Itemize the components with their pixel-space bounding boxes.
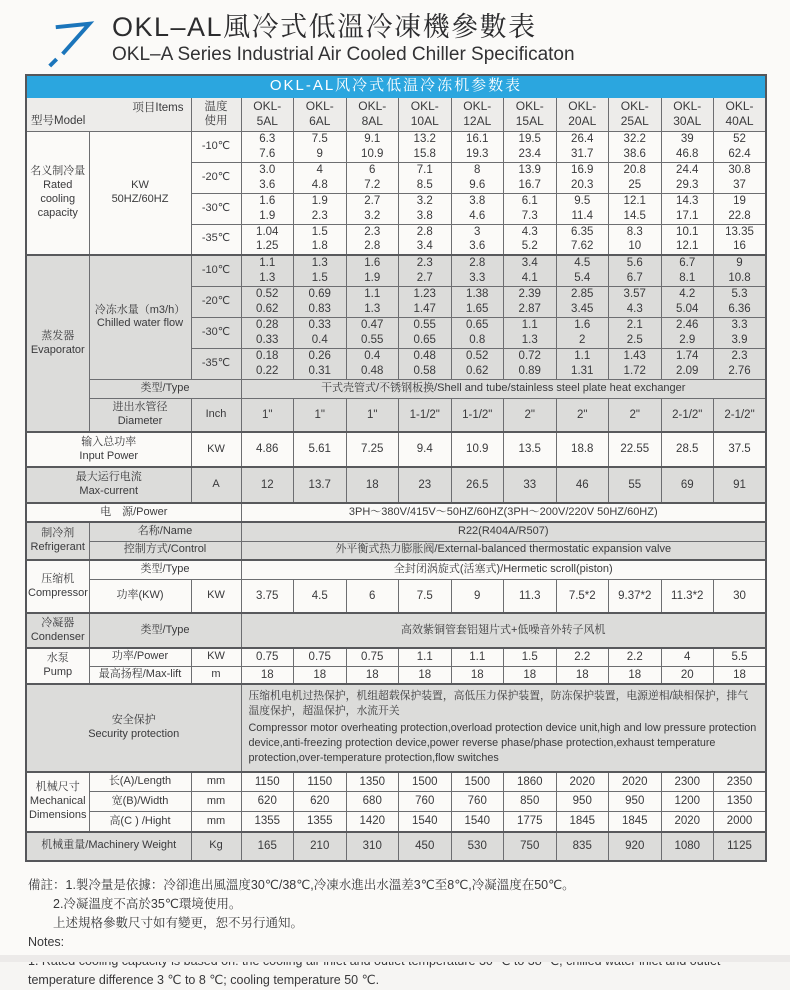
value-cell: 37.5 [714, 432, 767, 467]
value-cell: 750 [504, 832, 557, 861]
value-cell: 91 [714, 467, 767, 503]
value-cell: 0.28 0.33 [241, 317, 294, 348]
value-cell: 1.1 1.31 [556, 348, 609, 379]
items-label: 项目Items [132, 101, 184, 114]
page-bottom-strip [0, 955, 790, 962]
value-cell: 7.5*2 [556, 579, 609, 613]
value-cell: 13.2 15.8 [399, 131, 452, 162]
weight-label: 机械重量/Machinery Weight [26, 832, 191, 861]
value-cell: 9 10.8 [714, 255, 767, 286]
value-cell: 0.65 0.8 [451, 317, 504, 348]
value-cell: OKL- 30AL [661, 97, 714, 131]
value-cell: 1.38 1.65 [451, 286, 504, 317]
temp-usage-header-cell: 温度 使用 [191, 97, 241, 131]
value-cell: 2-1/2" [661, 398, 714, 432]
value-cell: 3.4 4.1 [504, 255, 557, 286]
value-cell: 18 [556, 666, 609, 684]
value-cell: 1845 [609, 812, 662, 832]
value-cell: 4 [661, 648, 714, 666]
value-cell: 0.4 0.48 [346, 348, 399, 379]
value-cell: 28.5 [661, 432, 714, 467]
compressor-power-unit: KW [191, 579, 241, 613]
value-cell: 1.9 2.3 [294, 193, 347, 224]
rated-unit-label: KW 50HZ/60HZ [89, 131, 191, 255]
value-cell: 0.72 0.89 [504, 348, 557, 379]
value-cell: 1355 [241, 812, 294, 832]
value-cell: 210 [294, 832, 347, 861]
diameter-label: 进出水管径 Diameter [89, 398, 191, 432]
value-cell: 850 [504, 792, 557, 812]
value-cell: 6.35 7.62 [556, 224, 609, 255]
dimensions-section-label: 机械尺寸 Mechanical Dimensions [26, 772, 89, 832]
value-cell: 7.5 [399, 579, 452, 613]
max-current-unit: A [191, 467, 241, 503]
value-cell: 2350 [714, 772, 767, 792]
value-cell: 19.5 23.4 [504, 131, 557, 162]
value-cell: 18 [294, 666, 347, 684]
value-cell: 1.1 1.3 [346, 286, 399, 317]
value-cell: 1.3 1.5 [294, 255, 347, 286]
power-supply-row [26, 503, 766, 522]
value-cell: 2000 [714, 812, 767, 832]
value-cell: 4.5 5.4 [556, 255, 609, 286]
weight-unit: Kg [191, 832, 241, 861]
value-cell: 2.8 3.4 [399, 224, 452, 255]
value-cell: 3.57 4.3 [609, 286, 662, 317]
model-items-diagonal-cell [26, 97, 191, 131]
value-cell: 19 22.8 [714, 193, 767, 224]
value-cell: 23 [399, 467, 452, 503]
temp-cell: -10℃ [191, 131, 241, 162]
evap-type-row [26, 379, 766, 398]
max-current-label: 最大运行电流 Max-current [26, 467, 191, 503]
value-cell: 2" [504, 398, 557, 432]
value-cell: OKL- 20AL [556, 97, 609, 131]
value-cell: 2.85 3.45 [556, 286, 609, 317]
refrigerant-control-label: 控制方式/Control [89, 541, 241, 560]
rated-row-10 [26, 131, 766, 162]
note-line: 上述規格參數尺寸如有變更，恕不另行通知。 [28, 915, 304, 930]
temp-cell: -35℃ [191, 224, 241, 255]
spec-table [25, 74, 767, 862]
value-cell: 0.48 0.58 [399, 348, 452, 379]
value-cell: 1" [346, 398, 399, 432]
value-cell: 20.8 25 [609, 162, 662, 193]
value-cell: 7.1 8.5 [399, 162, 452, 193]
value-cell: 30.8 37 [714, 162, 767, 193]
compressor-power-label: 功率(KW) [89, 579, 191, 613]
pump-power-unit: KW [191, 648, 241, 666]
dimension-length-row [26, 772, 766, 792]
value-cell: 9 [451, 579, 504, 613]
compressor-type-value: 全封闭涡旋式(活塞式)/Hermetic scroll(piston) [241, 560, 766, 579]
table-title: OKL-AL风冷式低温冷冻机参数表 [26, 75, 766, 97]
value-cell: 0.18 0.22 [241, 348, 294, 379]
diameter-row [26, 398, 766, 432]
length-label: 长(A)/Length [89, 772, 191, 792]
value-cell: 1200 [661, 792, 714, 812]
input-power-label: 输入总功率 Input Power [26, 432, 191, 467]
value-cell: 1350 [714, 792, 767, 812]
value-cell: 6 7.2 [346, 162, 399, 193]
value-cell: 24.4 29.3 [661, 162, 714, 193]
evap-type-value: 干式壳管式/不锈钢板换/Shell and tube/stainless steel plate heat exchanger [241, 379, 766, 398]
note-line: temperature difference 3 ℃ to 8 ℃; cooling temperature 50 ℃. [28, 972, 380, 987]
pump-lift-label: 最高扬程/Max-lift [89, 666, 191, 684]
value-cell: 2.8 3.3 [451, 255, 504, 286]
value-cell: 950 [609, 792, 662, 812]
temp-cell: -20℃ [191, 162, 241, 193]
note-line: 備註：1.製冷量是依據：冷卻進出風溫度30℃/38℃,冷凍水進出水溫差3℃至8℃,冷凝溫度在50℃。 [28, 877, 575, 892]
security-text: 压缩机电机过热保护，机组超载保护装置，高低压力保护装置，防冻保护装置，电源逆相/缺相保护，排气温度保护，超温保护，水流开关 Compressor motor overheating protection,overload protection device unit,high and low pressure protection device,anti-freezing protection device,power reverse phase/phase protection,exhaust temperature protection,over-temperature protection,flow switches [241, 684, 766, 772]
value-cell: 1.04 1.25 [241, 224, 294, 255]
value-cell: 69 [661, 467, 714, 503]
length-unit: mm [191, 772, 241, 792]
value-cell: OKL- 8AL [346, 97, 399, 131]
value-cell: 0.69 0.83 [294, 286, 347, 317]
evaporator-section-label: 蒸发器 Evaporator [26, 255, 89, 432]
value-cell: 6.1 7.3 [504, 193, 557, 224]
value-cell: 1845 [556, 812, 609, 832]
value-cell: 0.55 0.65 [399, 317, 452, 348]
value-cell: 2020 [556, 772, 609, 792]
value-cell: 1420 [346, 812, 399, 832]
value-cell: 2.3 2.7 [399, 255, 452, 286]
height-unit: mm [191, 812, 241, 832]
value-cell: 1" [294, 398, 347, 432]
value-cell: OKL- 10AL [399, 97, 452, 131]
value-cell: 3.8 4.6 [451, 193, 504, 224]
value-cell: 5.6 6.7 [609, 255, 662, 286]
value-cell: 1.1 [399, 648, 452, 666]
value-cell: 9.5 11.4 [556, 193, 609, 224]
value-cell: 1.6 1.9 [241, 193, 294, 224]
value-cell: 52 62.4 [714, 131, 767, 162]
compressor-type-row [26, 560, 766, 579]
value-cell: 9.1 10.9 [346, 131, 399, 162]
compressor-type-label: 类型/Type [89, 560, 241, 579]
value-cell: 2.2 [556, 648, 609, 666]
max-current-row [26, 467, 766, 503]
value-cell: OKL- 12AL [451, 97, 504, 131]
value-cell: 3.0 3.6 [241, 162, 294, 193]
power-supply-value: 3PH～380V/415V～50HZ/60HZ(3PH～200V/220V 50HZ/60HZ) [241, 503, 766, 522]
value-cell: 1355 [294, 812, 347, 832]
width-unit: mm [191, 792, 241, 812]
refrigerant-control-row [26, 541, 766, 560]
dimension-width-row [26, 792, 766, 812]
value-cell: OKL- 40AL [714, 97, 767, 131]
value-cell: 1350 [346, 772, 399, 792]
temp-cell: -20℃ [191, 286, 241, 317]
rated-section-label: 名义制冷量 Rated cooling capacity [26, 131, 89, 255]
value-cell: 18 [714, 666, 767, 684]
pump-lift-unit: m [191, 666, 241, 684]
height-label: 高(C ) /Hight [89, 812, 191, 832]
value-cell: 1775 [504, 812, 557, 832]
value-cell: 2300 [661, 772, 714, 792]
power-supply-label: 电 源/Power [26, 503, 241, 522]
temp-cell: -30℃ [191, 193, 241, 224]
pump-lift-row [26, 666, 766, 684]
value-cell: 18 [241, 666, 294, 684]
value-cell: 2.2 [609, 648, 662, 666]
value-cell: 18.8 [556, 432, 609, 467]
value-cell: 26.4 31.7 [556, 131, 609, 162]
value-cell: 1.1 1.3 [241, 255, 294, 286]
value-cell: 760 [399, 792, 452, 812]
evap-row-10 [26, 255, 766, 286]
value-cell: 530 [451, 832, 504, 861]
value-cell: 1500 [451, 772, 504, 792]
value-cell: 1540 [451, 812, 504, 832]
value-cell: 0.75 [241, 648, 294, 666]
condenser-type-label: 类型/Type [89, 613, 241, 648]
value-cell: 0.52 0.62 [241, 286, 294, 317]
value-cell: 8.3 10 [609, 224, 662, 255]
value-cell: 1-1/2" [451, 398, 504, 432]
note-line: Notes: [28, 934, 65, 949]
evap-type-label: 类型/Type [89, 379, 241, 398]
value-cell: 0.47 0.55 [346, 317, 399, 348]
refrigerant-control-value: 外平衡式热力膨胀阀/External-balanced thermostatic expansion valve [241, 541, 766, 560]
value-cell: 55 [609, 467, 662, 503]
value-cell: 10.1 12.1 [661, 224, 714, 255]
value-cell: 39 46.8 [661, 131, 714, 162]
title-block [112, 12, 575, 66]
pump-section-label: 水泵 Pump [26, 648, 89, 684]
value-cell: 4.5 [294, 579, 347, 613]
value-cell: 920 [609, 832, 662, 861]
value-cell: 0.75 [294, 648, 347, 666]
value-cell: 950 [556, 792, 609, 812]
value-cell: 18 [504, 666, 557, 684]
value-cell: 1.6 1.9 [346, 255, 399, 286]
value-cell: OKL- 6AL [294, 97, 347, 131]
width-label: 宽(B)/Width [89, 792, 191, 812]
table-header-row [26, 97, 766, 131]
value-cell: OKL- 15AL [504, 97, 557, 131]
value-cell: 2.3 2.76 [714, 348, 767, 379]
compressor-section-label: 压缩机 Compressor [26, 560, 89, 613]
value-cell: 760 [451, 792, 504, 812]
value-cell: 4 4.8 [294, 162, 347, 193]
value-cell: 2020 [609, 772, 662, 792]
value-cell: 165 [241, 832, 294, 861]
value-cell: 1540 [399, 812, 452, 832]
value-cell: 1150 [241, 772, 294, 792]
value-cell: 30 [714, 579, 767, 613]
value-cell: 9.4 [399, 432, 452, 467]
value-cell: 2.7 3.2 [346, 193, 399, 224]
value-cell: 33 [504, 467, 557, 503]
value-cell: 14.3 17.1 [661, 193, 714, 224]
value-cell: 22.55 [609, 432, 662, 467]
value-cell: 835 [556, 832, 609, 861]
value-cell: 18 [399, 666, 452, 684]
value-cell: 16.9 20.3 [556, 162, 609, 193]
value-cell: 2" [556, 398, 609, 432]
value-cell: 1.1 [451, 648, 504, 666]
value-cell: 2.1 2.5 [609, 317, 662, 348]
value-cell: 7.25 [346, 432, 399, 467]
value-cell: 4.86 [241, 432, 294, 467]
value-cell: 12.1 14.5 [609, 193, 662, 224]
value-cell: 18 [346, 666, 399, 684]
condenser-type-value: 高效紫铜管套铝翅片式+低噪音外转子风机 [241, 613, 766, 648]
value-cell: 7.5 9 [294, 131, 347, 162]
value-cell: 1.74 2.09 [661, 348, 714, 379]
value-cell: 6.7 8.1 [661, 255, 714, 286]
value-cell: 9.37*2 [609, 579, 662, 613]
condenser-section-label: 冷凝器 Condenser [26, 613, 89, 648]
value-cell: 18 [346, 467, 399, 503]
value-cell: 8 9.6 [451, 162, 504, 193]
page-title-cn: OKL–AL風冷式低溫冷凍機參數表 [112, 12, 537, 42]
value-cell: 46 [556, 467, 609, 503]
value-cell: 13.7 [294, 467, 347, 503]
value-cell: 3.3 3.9 [714, 317, 767, 348]
value-cell: 1.1 1.3 [504, 317, 557, 348]
arrow-logo-icon [46, 16, 100, 66]
weight-row [26, 832, 766, 861]
value-cell: 2-1/2" [714, 398, 767, 432]
value-cell: 1.5 [504, 648, 557, 666]
value-cell: 32.2 38.6 [609, 131, 662, 162]
value-cell: 1.5 1.8 [294, 224, 347, 255]
value-cell: 1.43 1.72 [609, 348, 662, 379]
value-cell: 2.39 2.87 [504, 286, 557, 317]
value-cell: OKL- 25AL [609, 97, 662, 131]
input-power-unit: KW [191, 432, 241, 467]
security-row [26, 684, 766, 772]
value-cell: 12 [241, 467, 294, 503]
note-line: 2.冷凝溫度不高於35℃環境使用。 [28, 896, 242, 911]
value-cell: 0.26 0.31 [294, 348, 347, 379]
value-cell: 1860 [504, 772, 557, 792]
value-cell: 1150 [294, 772, 347, 792]
value-cell: 11.3 [504, 579, 557, 613]
page-header [0, 0, 790, 70]
value-cell: 18 [609, 666, 662, 684]
value-cell: 11.3*2 [661, 579, 714, 613]
page-title-en: OKL–A Series Industrial Air Cooled Chiller Specificaton [112, 44, 575, 66]
compressor-power-row [26, 579, 766, 613]
value-cell: 5.5 [714, 648, 767, 666]
diameter-unit: Inch [191, 398, 241, 432]
value-cell: 2" [609, 398, 662, 432]
value-cell: 10.9 [451, 432, 504, 467]
refrigerant-name-value: R22(R404A/R507) [241, 522, 766, 541]
refrigerant-name-row [26, 522, 766, 541]
pump-power-row [26, 648, 766, 666]
value-cell: 450 [399, 832, 452, 861]
value-cell: 0.52 0.62 [451, 348, 504, 379]
notes [28, 876, 765, 990]
value-cell: 4.3 5.2 [504, 224, 557, 255]
value-cell: 16.1 19.3 [451, 131, 504, 162]
value-cell: 18 [451, 666, 504, 684]
value-cell: 4.2 5.04 [661, 286, 714, 317]
value-cell: 5.3 6.36 [714, 286, 767, 317]
value-cell: 1125 [714, 832, 767, 861]
value-cell: 13.9 16.7 [504, 162, 557, 193]
value-cell: 6.3 7.6 [241, 131, 294, 162]
value-cell: 0.75 [346, 648, 399, 666]
table-title-row [26, 75, 766, 97]
value-cell: OKL- 5AL [241, 97, 294, 131]
value-cell: 1.23 1.47 [399, 286, 452, 317]
value-cell: 2020 [661, 812, 714, 832]
value-cell: 20 [661, 666, 714, 684]
temp-cell: -35℃ [191, 348, 241, 379]
value-cell: 13.5 [504, 432, 557, 467]
value-cell: 1080 [661, 832, 714, 861]
value-cell: 5.61 [294, 432, 347, 467]
temp-cell: -30℃ [191, 317, 241, 348]
value-cell: 680 [346, 792, 399, 812]
value-cell: 1" [241, 398, 294, 432]
security-section-label: 安全保护 Security protection [26, 684, 241, 772]
value-cell: 620 [241, 792, 294, 812]
value-cell: 3 3.6 [451, 224, 504, 255]
temp-cell: -10℃ [191, 255, 241, 286]
value-cell: 620 [294, 792, 347, 812]
dimension-height-row [26, 812, 766, 832]
value-cell: 2.3 2.8 [346, 224, 399, 255]
value-cell: 1500 [399, 772, 452, 792]
pump-power-label: 功率/Power [89, 648, 191, 666]
value-cell: 1-1/2" [399, 398, 452, 432]
value-cell: 13.35 16 [714, 224, 767, 255]
value-cell: 26.5 [451, 467, 504, 503]
value-cell: 6 [346, 579, 399, 613]
chilled-water-flow-label: 冷冻水量（m3/h） Chilled water flow [89, 255, 191, 379]
refrigerant-name-label: 名称/Name [89, 522, 241, 541]
value-cell: 3.75 [241, 579, 294, 613]
value-cell: 3.2 3.8 [399, 193, 452, 224]
input-power-row [26, 432, 766, 467]
value-cell: 1.6 2 [556, 317, 609, 348]
value-cell: 2.46 2.9 [661, 317, 714, 348]
model-label: 型号Model [31, 115, 86, 128]
value-cell: 310 [346, 832, 399, 861]
condenser-row [26, 613, 766, 648]
refrigerant-section-label: 制冷剂 Refrigerant [26, 522, 89, 560]
value-cell: 0.33 0.4 [294, 317, 347, 348]
